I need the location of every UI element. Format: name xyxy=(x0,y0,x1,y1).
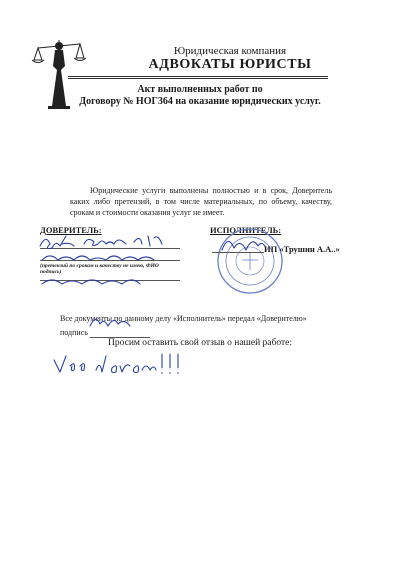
feedback-prompt: Просим оставить свой отзыв о нашей работе: xyxy=(108,338,292,348)
executor-signature-line xyxy=(212,252,264,253)
body-paragraph: Юридические услуги выполнены полностью и в срок, Доверитель каких либо претензий, в том числе материальных, по объему, качеству, срокам и стоимости оказания услуг не имеет. xyxy=(70,186,332,217)
executor-handwritten-signature xyxy=(220,232,268,258)
document-title: Акт выполненных работ по xyxy=(137,84,263,95)
company-name: АДВОКАТЫ ЮРИСТЫ xyxy=(148,57,312,72)
header-divider-secondary xyxy=(68,78,328,79)
header-divider xyxy=(68,76,328,77)
transfer-handwritten-signature xyxy=(88,312,136,334)
principal-label: ДОВЕРИТЕЛЬ: xyxy=(40,225,102,235)
principal-hint-note: (претензий по срокам и качеству не имею, ФИО подпись) xyxy=(40,263,159,275)
company-subtitle: Юридическая компания xyxy=(173,45,287,57)
principal-handwritten-signature xyxy=(36,232,186,292)
document-subtitle: Договору № НОГ364 на оказание юридических услуг. xyxy=(79,96,321,107)
handwritten-feedback xyxy=(50,350,190,380)
executor-name: ИП «Трушин А.А..» xyxy=(264,244,340,254)
executor-label: ИСПОЛНИТЕЛЬ: xyxy=(210,225,282,235)
signature-label: подпись xyxy=(60,328,88,337)
documents-transfer-text: Все документы по данному делу «Исполнитель» передал «Доверителю» xyxy=(60,314,307,323)
